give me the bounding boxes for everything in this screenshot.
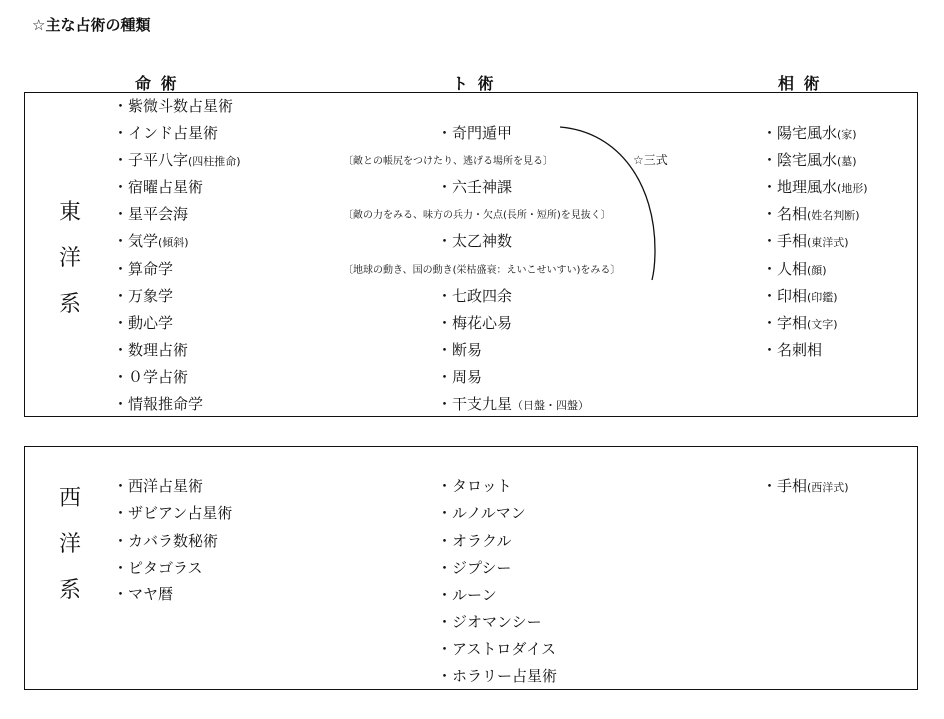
item-label: ・アストロダイス xyxy=(437,640,556,658)
list-item xyxy=(113,530,218,551)
list-item xyxy=(113,583,173,604)
item-label: ・陰宅風水 xyxy=(762,151,838,169)
item-label: ・０学占術 xyxy=(113,368,189,386)
list-item xyxy=(437,475,512,496)
list-item xyxy=(437,557,511,578)
item-label: ・梅花心易 xyxy=(437,314,513,332)
item-label: ・カバラ数秘術 xyxy=(113,532,219,550)
item-label: ・西洋占星術 xyxy=(113,477,204,495)
item-note: (傾斜) xyxy=(158,236,189,249)
item-label: ・数理占術 xyxy=(113,341,189,359)
item-label: ・奇門遁甲 xyxy=(437,124,513,142)
item-label: ・周易 xyxy=(437,368,483,386)
item-label: ・字相 xyxy=(762,314,808,332)
item-label: ・宿曜占星術 xyxy=(113,178,204,196)
item-label: ・名刺相 xyxy=(762,341,823,359)
list-item xyxy=(762,339,822,360)
item-label: ・情報推命学 xyxy=(113,395,204,413)
item-note: (四柱推命) xyxy=(188,155,241,168)
list-item xyxy=(437,611,542,632)
item-label: ・マヤ暦 xyxy=(113,585,174,603)
list-item xyxy=(437,502,526,523)
item-note: (地形) xyxy=(837,182,868,195)
item-label: ・手相 xyxy=(762,232,808,250)
list-item xyxy=(437,584,497,605)
list-item xyxy=(762,258,827,279)
list-item xyxy=(762,285,838,306)
item-label: ・ピタゴラス xyxy=(113,559,203,577)
annotation-note: 〔敵の力をみる、味方の兵力・欠点(長所・短所)を見抜く〕 xyxy=(343,210,611,221)
item-label: ・紫微斗数占星術 xyxy=(113,97,234,115)
list-item xyxy=(762,122,857,143)
item-label: ・名相 xyxy=(762,205,808,223)
list-item xyxy=(762,149,857,170)
item-note: (墓) xyxy=(837,155,857,168)
item-note: (東洋式) xyxy=(807,236,849,249)
item-label: ・地理風水 xyxy=(762,178,838,196)
item-label: ・オラクル xyxy=(437,532,512,550)
list-item xyxy=(762,176,868,197)
item-label: ・手相 xyxy=(762,477,808,495)
list-item xyxy=(113,502,232,523)
item-label: ・気学 xyxy=(113,232,159,250)
item-label: ・ルノルマン xyxy=(437,504,526,522)
item-label: ・算命学 xyxy=(113,260,174,278)
annotation-note: 〔地球の動き、国の動き(栄枯盛衰：えいこせいすい)をみる〕 xyxy=(343,265,621,276)
list-item xyxy=(762,230,849,251)
item-label: ・インド占星術 xyxy=(113,124,219,142)
list-item xyxy=(437,638,556,659)
list-item xyxy=(762,475,849,496)
item-note: (顔) xyxy=(807,264,827,277)
item-label: ・ジプシー xyxy=(437,559,512,577)
bracket-curve xyxy=(560,127,655,280)
list-item xyxy=(762,203,860,224)
item-label: ・印相 xyxy=(762,287,808,305)
item-label: ・六壬神課 xyxy=(437,178,513,196)
item-label: ・陽宅風水 xyxy=(762,124,838,142)
sanshiki-label: ☆三式 xyxy=(633,153,668,167)
column-header-meijutsu: 命 術 xyxy=(135,74,179,93)
list-item xyxy=(762,312,838,333)
item-note: (西洋式) xyxy=(807,481,849,494)
region-char: 東 xyxy=(58,200,81,225)
item-note: (印鑑) xyxy=(807,291,838,304)
list-item xyxy=(113,475,203,496)
item-label: ・タロット xyxy=(437,477,512,495)
item-label: ・万象学 xyxy=(113,287,174,305)
item-label: ・七政四余 xyxy=(437,287,513,305)
item-label: ・ザビアン占星術 xyxy=(113,504,233,522)
annotation-note: 〔敵との帳尻をつけたり、逃げる場所を見る〕 xyxy=(343,156,553,167)
item-label: ・動心学 xyxy=(113,314,174,332)
column-header-soujutsu: 相 術 xyxy=(778,74,822,93)
item-label: ・星平会海 xyxy=(113,205,189,223)
list-item xyxy=(437,665,557,686)
item-note: (文字) xyxy=(807,318,838,331)
region-char: 洋 xyxy=(58,532,81,557)
region-char: 西 xyxy=(58,486,81,511)
item-label: ・子平八字 xyxy=(113,151,189,169)
item-label: ・人相 xyxy=(762,260,808,278)
region-char: 系 xyxy=(58,292,81,317)
item-label: ・ジオマンシー xyxy=(437,613,542,631)
item-label: ・干支九星 xyxy=(437,395,513,413)
region-char: 系 xyxy=(58,578,81,603)
item-label: ・断易 xyxy=(437,341,483,359)
page-title: ☆主な占術の種類 xyxy=(32,16,151,34)
item-label: ・太乙神数 xyxy=(437,232,513,250)
list-item xyxy=(113,557,203,578)
item-label: ・ルーン xyxy=(437,586,497,604)
list-item xyxy=(437,530,512,551)
item-label: ・ホラリー占星術 xyxy=(437,667,558,685)
region-char: 洋 xyxy=(58,246,81,271)
column-header-bokujutsu: ト 術 xyxy=(452,74,496,93)
item-note: （日盤・四盤） xyxy=(512,399,590,412)
item-note: (姓名判断) xyxy=(807,209,860,222)
item-note: (家) xyxy=(837,128,857,141)
